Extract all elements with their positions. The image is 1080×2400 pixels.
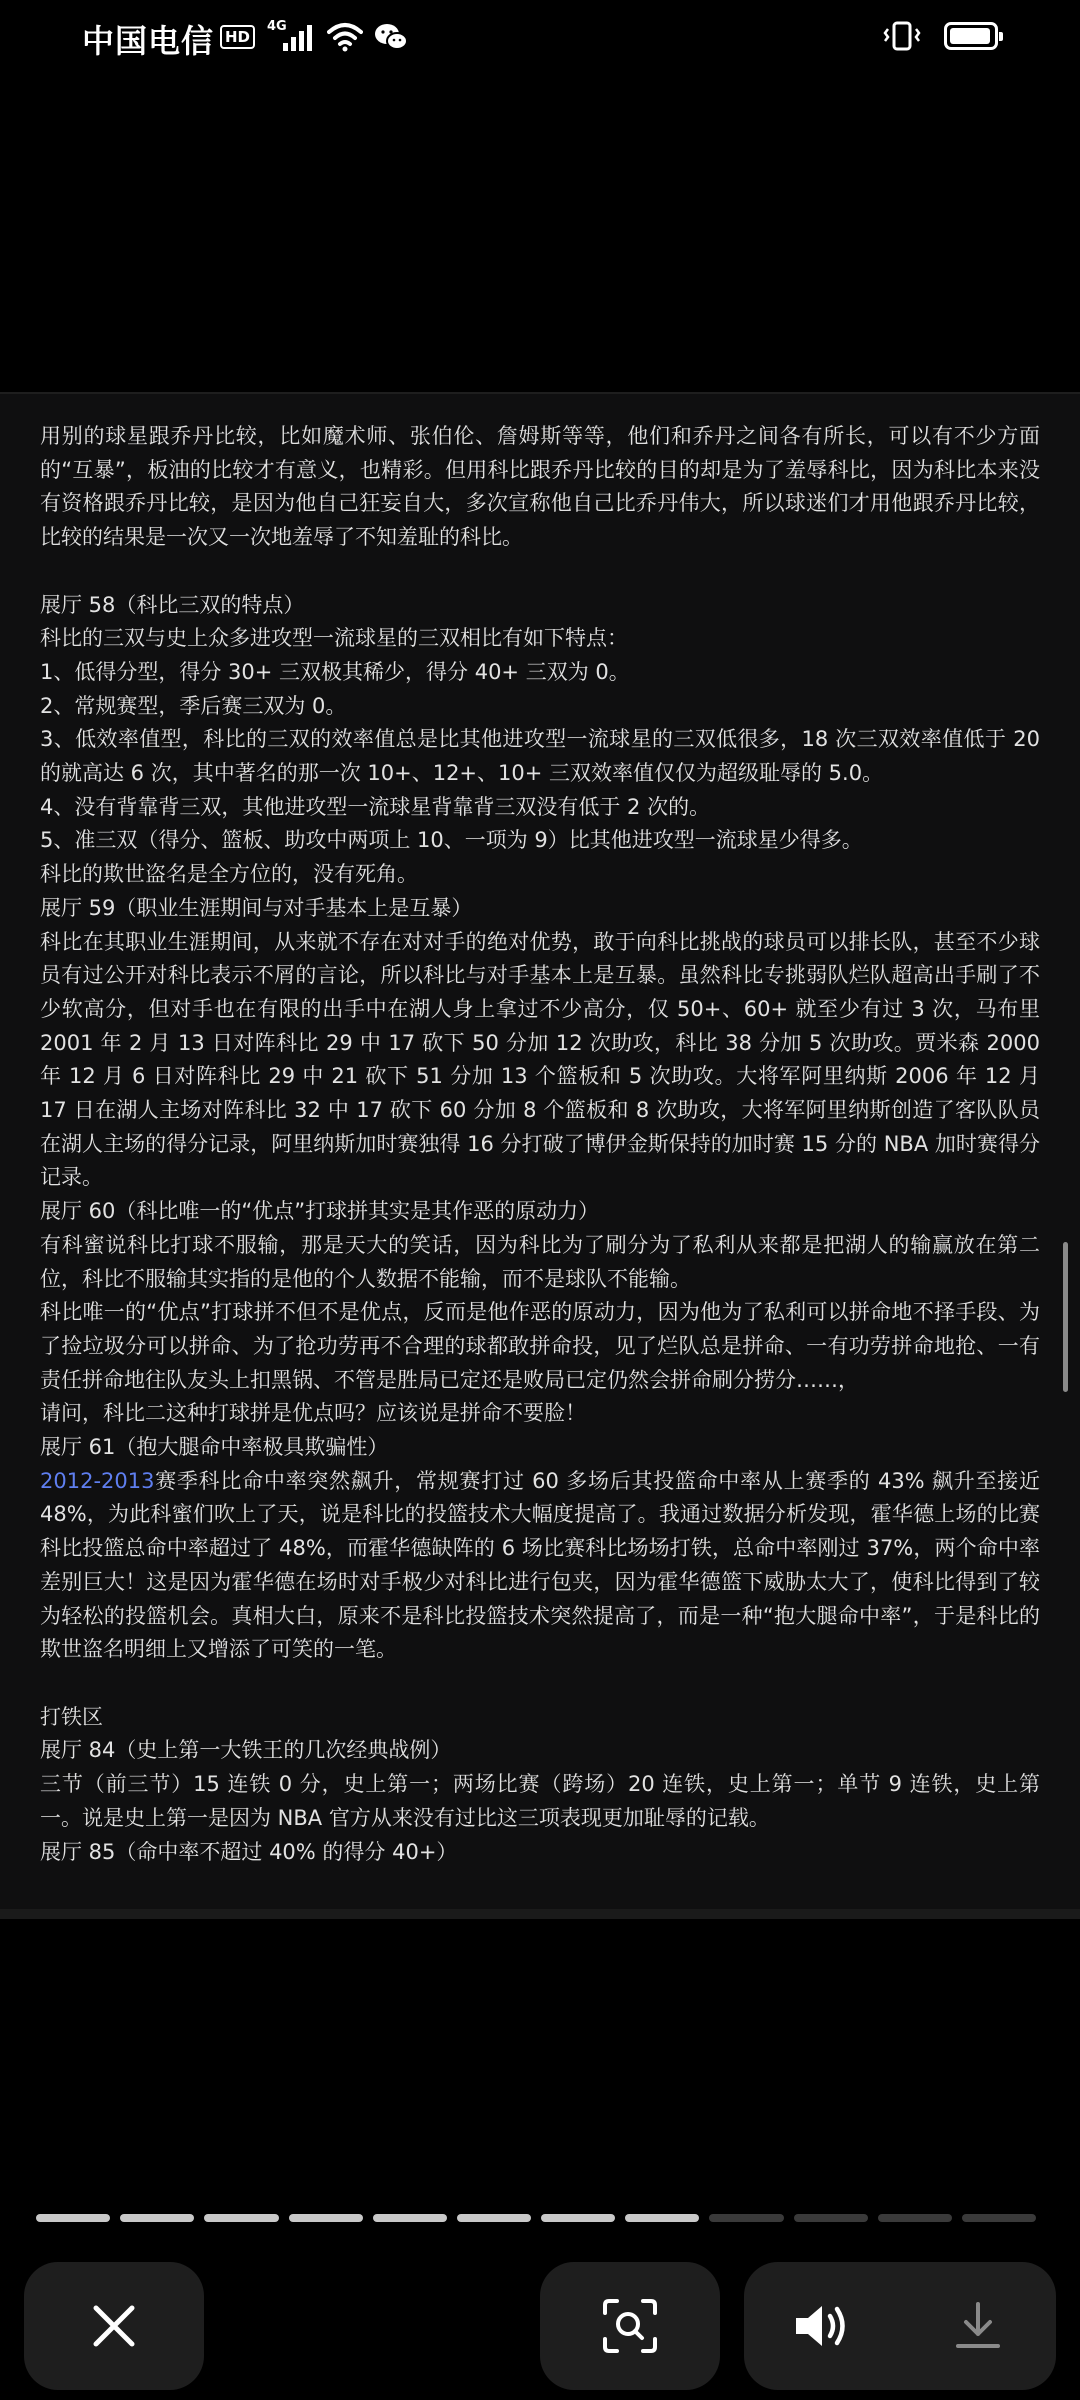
page-indicator xyxy=(36,2214,1036,2224)
carrier-name: 中国电信 xyxy=(82,22,215,60)
paragraph: 请问，科比二这种打球拼是优点吗？应该说是拼命不要脸！ xyxy=(40,1401,586,1426)
page-dot xyxy=(625,2214,699,2222)
media-controls xyxy=(744,2262,1056,2390)
page-dot xyxy=(709,2214,783,2222)
season-link[interactable]: 2012-2013 xyxy=(40,1468,155,1493)
page-dot xyxy=(457,2214,531,2222)
speaker-icon xyxy=(792,2300,852,2352)
page-dot xyxy=(541,2214,615,2222)
close-button[interactable] xyxy=(24,2262,204,2390)
paragraph: 打铁区 xyxy=(40,1704,103,1729)
document-text xyxy=(40,420,1040,1869)
page-dot xyxy=(373,2214,447,2222)
scan-search-icon xyxy=(601,2297,659,2355)
network-type: 4G xyxy=(267,19,287,34)
paragraph: 展厅 59（职业生涯期间与对手基本上是互暴） xyxy=(40,895,473,920)
paragraph: 展厅 60（科比唯一的“优点”打球拼其实是其作恶的原动力） xyxy=(40,1199,600,1224)
paragraph: 5、准三双（得分、篮板、助攻中两项上 10、一项为 9）比其他进攻型一流球星少得多。 xyxy=(40,828,863,853)
paragraph: 科比的欺世盗名是全方位的，没有死角。 xyxy=(40,862,418,887)
paragraph: 科比在其职业生涯期间，从来就不存在对对手的绝对优势，敢于向科比挑战的球员可以排长队，甚至不少球员有过公开对科比表示不屑的言论，所以科比与对手基本上是互暴。虽然科比专挑弱队烂队超高出手刷了不少软高分，但对手也在有限的出手中在湖人身上拿过不少高分，仅 50+、60+ 就至少有过 3 次，马布里 2001 年 2 月 13 日对阵科比 29 中 17 砍下 50 分加 12 次助攻，科比 38 分加 5 次助攻。贾米森 2000 年 12 月 6 日对阵科比 29 中 21 砍下 51 分加 13 个篮板和 5 次助攻。大将军阿里纳斯 2006 年 12 月 17 日在湖人主场对阵科比 32 中 17 砍下 60 分加 8 个篮板和 8 次助攻，大将军阿里纳斯创造了客队队员在湖人主场的得分记录，阿里纳斯加时赛独得 16 分打破了博伊金斯保持的加时赛 15 分的 NBA 加时赛得分记录。 xyxy=(40,929,1040,1190)
page-dot xyxy=(962,2214,1036,2222)
paragraph: 4、没有背靠背三双，其他进攻型一流球星背靠背三双没有低于 2 次的。 xyxy=(40,794,711,819)
paragraph: 展厅 61（抱大腿命中率极具欺骗性） xyxy=(40,1435,389,1460)
document-scrollbar[interactable] xyxy=(1063,1242,1068,1392)
page-dot xyxy=(878,2214,952,2222)
paragraph: 展厅 84（史上第一大铁王的几次经典战例） xyxy=(40,1738,452,1763)
paragraph: 2、常规赛型，季后赛三双为 0。 xyxy=(40,693,347,718)
paragraph: 有科蜜说科比打球不服输，那是天大的笑话，因为科比为了刷分为了私利从来都是把湖人的输赢放在第二位，科比不服输其实指的是他的个人数据不能输，而不是球队不能输。 xyxy=(40,1232,1040,1291)
scan-button[interactable] xyxy=(540,2262,720,2390)
status-icons-left xyxy=(220,20,409,54)
close-icon xyxy=(90,2302,138,2350)
wechat-icon xyxy=(373,22,409,52)
download-button[interactable] xyxy=(900,2262,1056,2390)
document-preview[interactable] xyxy=(0,392,1080,1919)
blank-line xyxy=(40,1667,1040,1701)
page-dot xyxy=(289,2214,363,2222)
paragraph-text: 赛季科比命中率突然飙升，常规赛打过 60 多场后其投篮命中率从上赛季的 43% 飙升至接近 48%，为此科蜜们吹上了天，说是科比的投篮技术大幅度提高了。我通过数据分析发现，霍华德上场的比赛科比投篮总命中率超过了 48%，而霍华德缺阵的 6 场比赛科比场场打铁，总命中率刚过 37%，两个命中率差别巨大！这是因为霍华德在场时对手极少对科比进行包夹，因为霍华德篮下威胁太大了，使科比得到了较为轻松的投篮机会。真相大白，原来不是科比投篮技术突然提高了，而是一种“抱大腿命中率”，于是科比的欺世盗名明细上又增添了可笑的一笔。 xyxy=(40,1468,1040,1662)
blank-line xyxy=(40,555,1040,589)
page-dot xyxy=(204,2214,278,2222)
paragraph: 3、低效率值型，科比的三双的效率值总是比其他进攻型一流球星的三双低很多，18 次三双效率值低于 20 的就高达 6 次，其中著名的那一次 10+、12+、10+ 三双效率值仅仅为超级耻辱的 5.0。 xyxy=(40,727,1040,786)
page-dot xyxy=(36,2214,110,2222)
status-icons-right xyxy=(882,20,998,52)
paragraph xyxy=(40,1465,1040,1667)
wifi-icon xyxy=(327,22,363,52)
vibrate-icon xyxy=(882,20,922,52)
paragraph: 科比唯一的“优点”打球拼不但不是优点，反而是他作恶的原动力，因为他为了私利可以拼命地不择手段、为了捡垃圾分可以拼命、为了抢功劳再不合理的球都敢拼命投，见了烂队总是拼命、一有功劳拼命地抢、一有责任拼命地往队友头上扣黑锅、不管是胜局已定还是败局已定仍然会拼命刷分捞分……， xyxy=(40,1300,1040,1392)
paragraph: 展厅 85（命中率不超过 40% 的得分 40+） xyxy=(40,1839,458,1864)
download-icon xyxy=(954,2300,1002,2352)
paragraph: 用别的球星跟乔丹比较，比如魔术师、张伯伦、詹姆斯等等，他们和乔丹之间各有所长，可以有不少方面的“互暴”，板油的比较才有意义，也精彩。但用科比跟乔丹比较的目的却是为了羞辱科比，因为科比本来没有资格跟乔丹比较，是因为他自己狂妄自大，多次宣称他自己比乔丹伟大，所以球迷们才用他跟乔丹比较，比较的结果是一次又一次地羞辱了不知羞耻的科比。 xyxy=(40,424,1040,550)
sound-button[interactable] xyxy=(744,2262,900,2390)
status-bar xyxy=(0,0,1080,72)
hd-badge: HD xyxy=(220,25,255,49)
paragraph: 1、低得分型，得分 30+ 三双极其稀少，得分 40+ 三双为 0。 xyxy=(40,659,630,684)
page-dot xyxy=(120,2214,194,2222)
battery-icon xyxy=(944,22,998,50)
page-dot xyxy=(794,2214,868,2222)
signal-icon xyxy=(265,21,317,53)
paragraph: 三节（前三节）15 连铁 0 分，史上第一；两场比赛（跨场）20 连铁，史上第一；单节 9 连铁，史上第一。说是史上第一是因为 NBA 官方从来没有过比这三项表现更加耻辱的记载。 xyxy=(40,1772,1040,1830)
paragraph: 展厅 58（科比三双的特点） xyxy=(40,592,305,617)
paragraph: 科比的三双与史上众多进攻型一流球星的三双相比有如下特点： xyxy=(40,626,628,651)
